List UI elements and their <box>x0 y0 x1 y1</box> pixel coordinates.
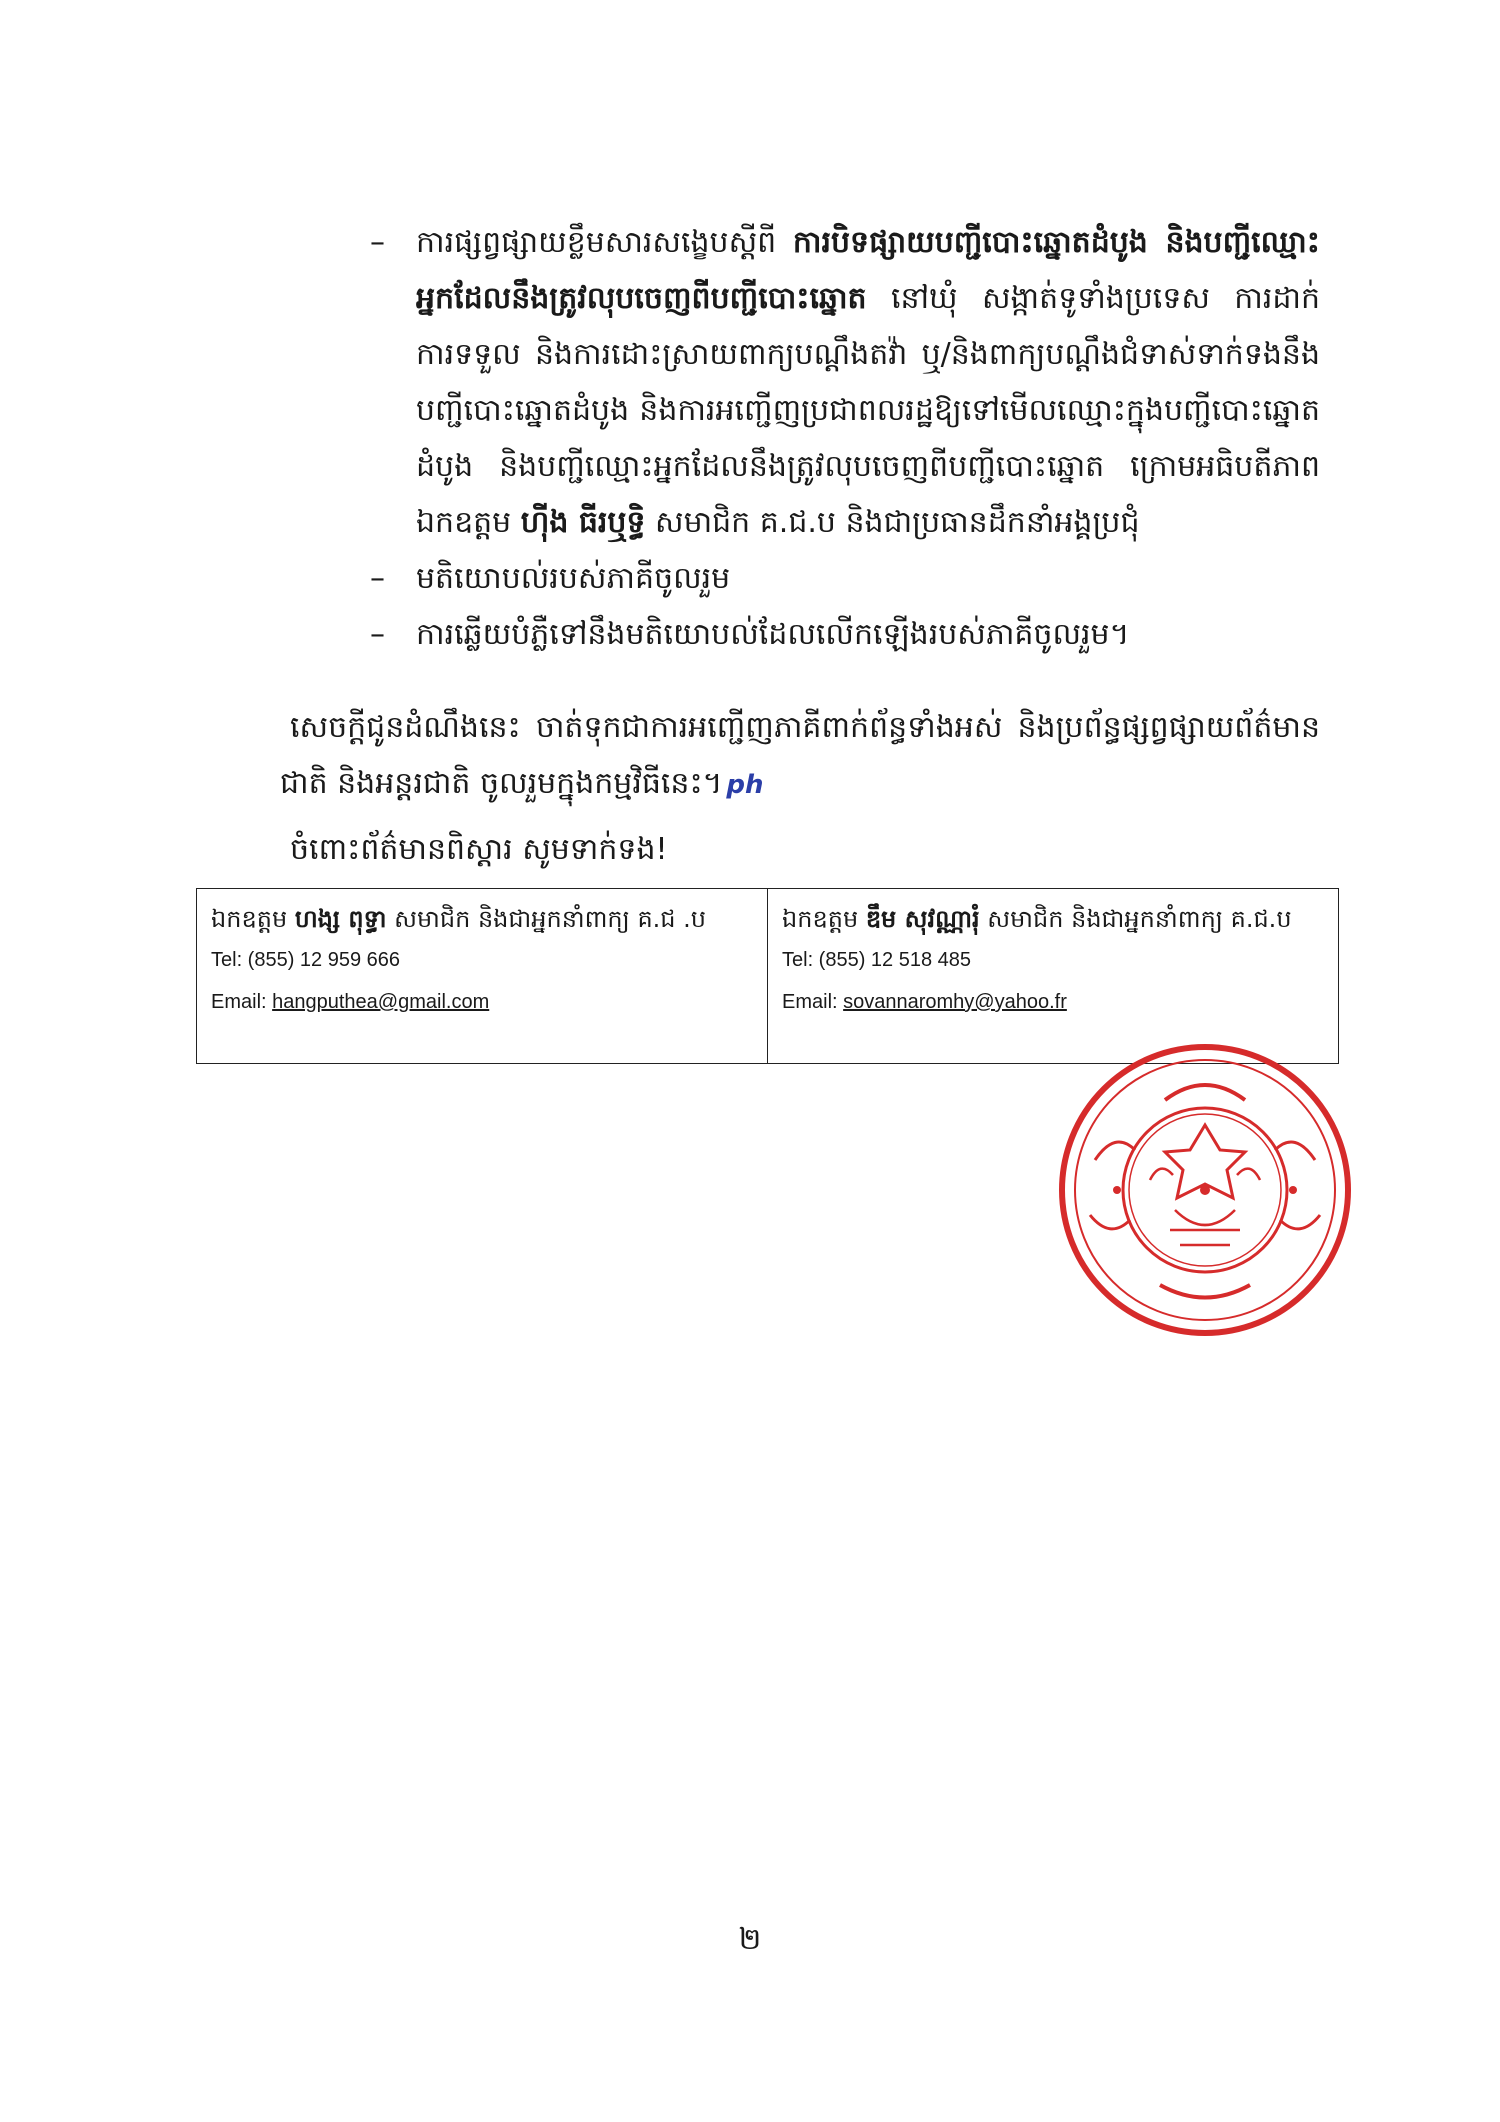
official-seal-icon <box>1055 1040 1355 1340</box>
contact-email-row <box>211 981 753 1023</box>
contact-name: ឌឹម សុវណ្ណារុំ <box>865 905 980 933</box>
contact-title: ឯកឧត្តម <box>782 905 859 933</box>
bullet-text-part: សមាជិក គ.ជ.ប និងជាប្រធានដឹកនាំអង្គប្រជុំ <box>645 505 1140 540</box>
contact-tel: Tel: (855) 12 518 485 <box>782 949 972 971</box>
contact-cell-1 <box>197 889 767 1063</box>
contact-line-text: ចំពោះព័ត៌មានពិស្តារ សូមទាក់ទង! <box>290 832 668 867</box>
bullet-dash: – <box>370 225 385 260</box>
bullet-list <box>370 215 1320 663</box>
contact-tel: Tel: (855) 12 959 666 <box>211 949 401 971</box>
contact-name: ហង្ស ពុទ្ធា <box>294 905 387 933</box>
bullet-item-3 <box>370 607 1320 663</box>
contact-title: ឯកឧត្តម <box>211 905 288 933</box>
bullet-text: ការឆ្លើយបំភ្លឺទៅនឹងមតិយោបល់ដែលលើកឡើងរបស់ភាគីចូលរួម។ <box>416 617 1130 652</box>
bullet-bold-part: ការបិទផ្សាយបញ្ជីបោះឆ្នោតដំបូង និងបញ្ជីឈ្មោះអ្នកដែលនឹងត្រូវលុបចេញពីបញ្ជីបោះឆ្នោត <box>416 225 1320 316</box>
contact-name-line <box>211 899 753 939</box>
contact-name-line <box>782 899 1324 939</box>
notice-text: សេចក្តីជូនដំណឹងនេះ ចាត់ទុកជាការអញ្ជើញភាគីពាក់ព័ន្ធទាំងអស់ និងប្រព័ន្ធផ្សព្វផ្សាយព័ត៌មានជាតិ និងអន្តរជាតិ ចូលរួមក្នុងកម្មវិធីនេះ។ <box>280 710 1320 801</box>
bullet-item-2 <box>370 551 1320 607</box>
bullet-text: មតិយោបល់របស់ភាគីចូលរួម <box>416 561 731 596</box>
contact-role: សមាជិក និងជាអ្នកនាំពាក្យ គ.ជ.ប <box>987 905 1292 933</box>
bullet-text <box>416 215 1320 551</box>
notice-paragraph <box>280 700 1320 813</box>
contact-cell-2 <box>767 889 1338 1063</box>
email-label: Email: <box>782 991 844 1013</box>
email-label: Email: <box>211 991 273 1013</box>
contact-role: សមាជិក និងជាអ្នកនាំពាក្យ គ.ជ .ប <box>394 905 707 933</box>
handwritten-initials: ph <box>726 770 764 800</box>
contact-email-row <box>782 981 1324 1023</box>
contact-table <box>196 888 1339 1064</box>
bullet-dash: – <box>370 617 385 652</box>
contact-email-link[interactable]: hangputhea@gmail.com <box>272 991 490 1013</box>
bullet-item-1 <box>370 215 1320 551</box>
page-number: ២ <box>738 1922 762 1957</box>
bullet-text-part: នៅឃុំ សង្កាត់ទូទាំងប្រទេស ការដាក់ ការទទួល និងការដោះស្រាយពាក្យបណ្តឹងតវ៉ា ឬ/និងពាក្យបណ្តឹងជំទាស់ទាក់ទងនឹងបញ្ជីបោះឆ្នោតដំបូង និងការអញ្ជើញប្រជាពលរដ្ឋឱ្យទៅមើលឈ្មោះក្នុងបញ្ជីបោះឆ្នោតដំបូង និងបញ្ជីឈ្មោះអ្នកដែលនឹងត្រូវលុបចេញពីបញ្ជីបោះឆ្នោត ក្រោមអធិបតីភាពឯកឧត្តម <box>416 281 1320 540</box>
official-name: ហ៊ីង ធីរឬទ្ធិ <box>520 505 646 540</box>
bullet-text-part: ការផ្សព្វផ្សាយខ្លឹមសារសង្ខេបស្តីពី <box>416 225 793 260</box>
contact-email-link[interactable]: sovannaromhy@yahoo.fr <box>843 991 1067 1013</box>
bullet-dash: – <box>370 561 385 596</box>
contact-line <box>290 822 1330 878</box>
